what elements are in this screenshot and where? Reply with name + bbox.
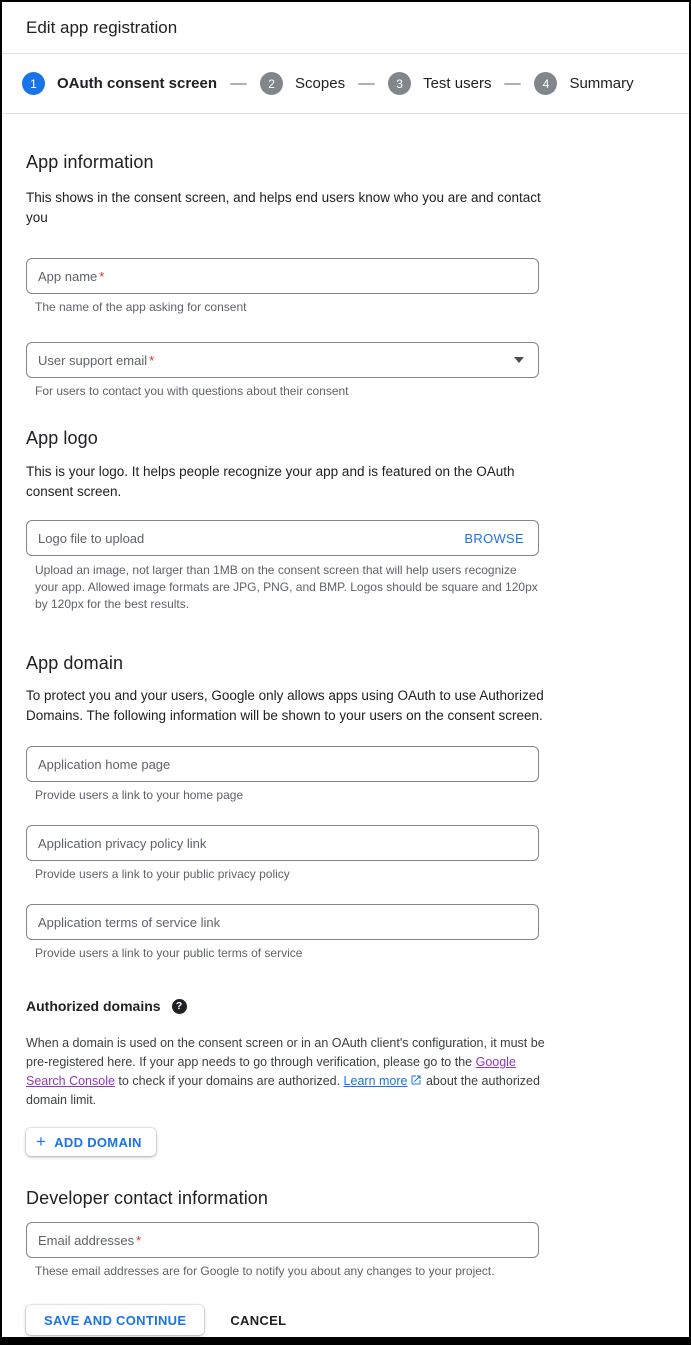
app-name-group (26, 258, 665, 314)
form-actions (26, 1305, 665, 1335)
email-addresses-label: Email addresses * (38, 1232, 142, 1248)
home-page-group (26, 746, 665, 802)
application-home-page-helper: Provide users a link to your home page (35, 788, 244, 802)
step-3-circle[interactable]: 3 (388, 72, 411, 95)
privacy-policy-link-helper: Provide users a link to your public privacy policy (35, 867, 290, 881)
application-home-page-label: Application home page (38, 756, 171, 772)
step-1-label[interactable]: OAuth consent screen (57, 75, 218, 92)
learn-more-link[interactable]: Learn more (343, 1074, 408, 1088)
step-1-circle[interactable]: 1 (22, 72, 45, 95)
form-content (2, 152, 689, 1335)
authorized-domains-heading: Authorized domains ? (26, 998, 665, 1014)
terms-of-service-link-label: Application terms of service link (38, 914, 221, 930)
step-4-label[interactable]: Summary (569, 75, 634, 92)
step-summary[interactable] (534, 72, 633, 95)
app-name-helper: The name of the app asking for consent (35, 300, 247, 314)
step-test-users[interactable] (388, 72, 491, 95)
privacy-policy-link-label: Application privacy policy link (38, 835, 207, 851)
privacy-policy-group (26, 825, 665, 881)
add-domain-button[interactable]: + ADD DOMAIN (26, 1128, 156, 1156)
logo-file-field[interactable] (26, 520, 539, 556)
dropdown-arrow-icon[interactable] (514, 357, 524, 363)
plus-icon: + (36, 1131, 47, 1151)
step-2-label[interactable]: Scopes (295, 75, 346, 92)
app-logo-heading: App logo (26, 428, 98, 448)
step-scopes[interactable] (260, 72, 345, 95)
app-name-field[interactable] (26, 258, 539, 294)
step-separator (230, 83, 247, 85)
user-support-email-helper: For users to contact you with questions about their consent (35, 384, 349, 398)
browse-button[interactable]: BROWSE (464, 530, 524, 546)
step-3-label[interactable]: Test users (423, 75, 492, 92)
required-asterisk: * (136, 1232, 142, 1248)
user-support-email-select[interactable] (26, 342, 539, 378)
terms-of-service-link-helper: Provide users a link to your public terms of service (35, 946, 303, 960)
logo-upload-group (26, 520, 665, 613)
required-asterisk: * (99, 268, 105, 284)
step-4-circle[interactable]: 4 (534, 72, 557, 95)
cancel-button[interactable]: CANCEL (230, 1312, 287, 1328)
page-title: Edit app registration (26, 17, 178, 37)
edit-app-registration-page (2, 2, 689, 1337)
user-support-email-group (26, 342, 665, 398)
step-separator (358, 83, 375, 85)
app-domain-heading: App domain (26, 653, 124, 673)
terms-of-service-group (26, 904, 665, 960)
required-asterisk: * (149, 352, 155, 368)
privacy-policy-link-field[interactable] (26, 825, 539, 861)
logo-file-label: Logo file to upload (38, 530, 145, 546)
step-oauth-consent-screen[interactable] (22, 72, 217, 95)
user-support-email-label: User support email * (38, 352, 155, 368)
app-name-label: App name * (38, 268, 105, 284)
app-information-heading: App information (26, 152, 154, 172)
application-home-page-field[interactable] (26, 746, 539, 782)
email-addresses-field[interactable] (26, 1222, 539, 1258)
google-search-console-link[interactable]: Google Search Console (26, 1055, 516, 1088)
wizard-stepper (2, 54, 689, 114)
email-addresses-helper: These email addresses are for Google to notify you about any changes to your project. (35, 1264, 495, 1278)
app-information-description: This shows in the consent screen, and helps end users know who you are and contact you (26, 190, 541, 225)
page-header (2, 2, 689, 54)
terms-of-service-link-field[interactable] (26, 904, 539, 940)
help-icon[interactable]: ? (172, 999, 187, 1014)
open-in-new-icon[interactable] (410, 1074, 422, 1086)
step-2-circle[interactable]: 2 (260, 72, 283, 95)
developer-contact-heading: Developer contact information (26, 1188, 269, 1208)
app-logo-description: This is your logo. It helps people recognize your app and is featured on the OAuth consent screen. (26, 464, 515, 499)
step-separator (504, 83, 521, 85)
authorized-domains-description: When a domain is used on the consent screen or in an OAuth client's configuration, it must be pre-registered here. If your app needs to go through verification, please go to the Google Search Console to check if your domains are authorized. Learn more about the authorized domain limit. (26, 1036, 545, 1107)
app-domain-description: To protect you and your users, Google only allows apps using OAuth to use Authorized Domains. The following information will be shown to your users on the consent screen. (26, 688, 544, 723)
save-and-continue-button[interactable]: SAVE AND CONTINUE (26, 1305, 204, 1335)
logo-upload-helper: Upload an image, not larger than 1MB on the consent screen that will help users recognize your app. Allowed image formats are JPG, PNG, and BMP. Logos should be square and 120px by 120px for the best results. (35, 563, 538, 611)
email-addresses-group (26, 1222, 665, 1278)
